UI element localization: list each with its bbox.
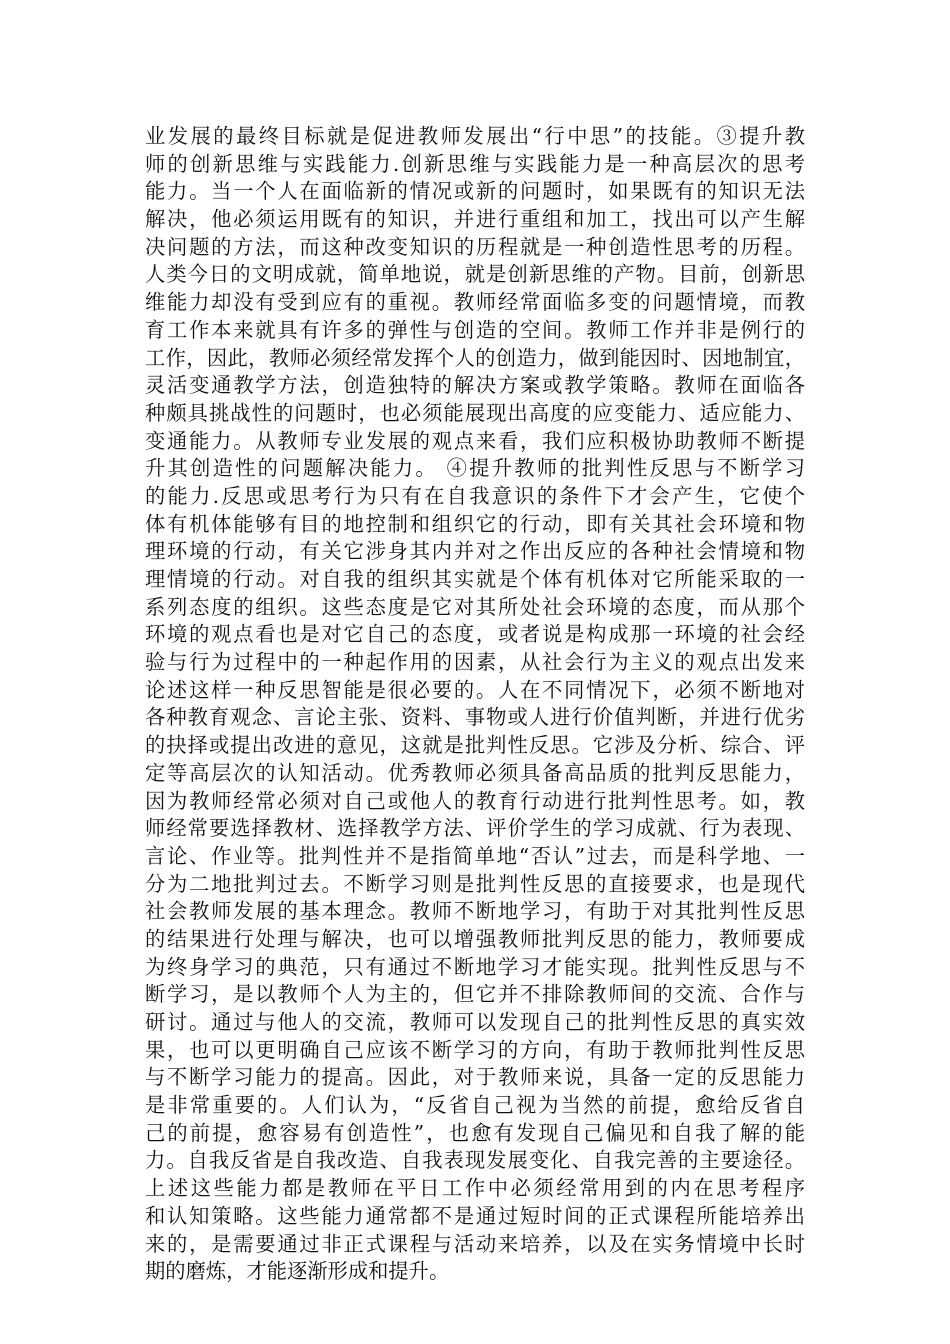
text-line: 理情境的行动。对自我的组织其实就是个体有机体对它所能采取的一 bbox=[145, 567, 805, 591]
text-line: 来的，是需要通过非正式课程与活动来培养，以及在实务情境中长时 bbox=[145, 1231, 805, 1256]
text-line: 的结果进行处理与解决，也可以增强教师批判反思的能力，教师要成 bbox=[145, 926, 805, 951]
text-line: 己的前提，愈容易有创造性”，也愈有发现自己偏见和自我了解的能 bbox=[145, 1120, 805, 1145]
text-line: 工作，因此，教师必须经常发挥个人的创造力，做到能因时、因地制宜， bbox=[145, 345, 805, 370]
text-line: 论述这样一种反思智能是很必要的。人在不同情况下，必须不断地对 bbox=[145, 677, 805, 702]
text-line: 能力。当一个人在面临新的情况或新的问题时，如果既有的知识无法 bbox=[145, 179, 805, 204]
text-line: 为终身学习的典范，只有通过不断地学习才能实现。批判性反思与不 bbox=[145, 954, 805, 979]
text-line: 是非常重要的。人们认为，“反省自己视为当然的前提，愈给反省自 bbox=[145, 1093, 805, 1118]
text-line: 种颇具挑战性的问题时，也必须能展现出高度的应变能力、适应能力、 bbox=[145, 400, 805, 425]
text-line: 升其创造性的问题解决能力。 ④提升教师的批判性反思与不断学习 bbox=[145, 456, 805, 481]
text-line: 业发展的最终目标就是促进教师发展出“行中思”的技能。③提升教 bbox=[145, 124, 805, 148]
text-line: 研讨。通过与他人的交流，教师可以发现自己的批判性反思的真实效 bbox=[145, 1010, 805, 1034]
text-line: 人类今日的文明成就，简单地说，就是创新思维的产物。目前，创新思 bbox=[145, 262, 805, 287]
text-line: 灵活变通教学方法，创造独特的解决方案或教学策略。教师在面临各 bbox=[145, 373, 805, 398]
text-line: 力。自我反省是自我改造、自我表现发展变化、自我完善的主要途径。 bbox=[145, 1148, 805, 1173]
text-line: 解决，他必须运用既有的知识，并进行重组和加工，找出可以产生解 bbox=[145, 207, 805, 232]
text-line: 上述这些能力都是教师在平日工作中必须经常用到的内在思考程序 bbox=[145, 1176, 805, 1201]
text-line: 师经常要选择教材、选择教学方法、评价学生的学习成就、行为表现、 bbox=[145, 816, 805, 841]
text-line: 验与行为过程中的一种起作用的因素，从社会行为主义的观点出发来 bbox=[145, 650, 805, 675]
text-line: 理环境的行动，有关它涉身其内并对之作出反应的各种社会情境和物 bbox=[145, 539, 805, 564]
text-line: 因为教师经常必须对自己或他人的教育行动进行批判性思考。如，教 bbox=[145, 788, 805, 813]
text-line: 社会教师发展的基本理念。教师不断地学习，有助于对其批判性反思 bbox=[145, 899, 805, 924]
text-line: 断学习，是以教师个人为主的，但它并不排除教师间的交流、合作与 bbox=[145, 982, 805, 1007]
text-line: 的能力.反思或思考行为只有在自我意识的条件下才会产生，它使个 bbox=[145, 483, 805, 508]
text-line: 与不断学习能力的提高。因此，对于教师来说，具备一定的反思能力 bbox=[145, 1065, 805, 1090]
text-line: 师的创新思维与实践能力.创新思维与实践能力是一种高层次的思考 bbox=[145, 151, 805, 176]
text-line: 各种教育观念、言论主张、资料、事物或人进行价值判断，并进行优劣 bbox=[145, 705, 805, 730]
text-line: 期的磨炼，才能逐渐形成和提升。 bbox=[145, 1259, 450, 1284]
text-line: 体有机体能够有目的地控制和组织它的行动，即有关其社会环境和物 bbox=[145, 511, 805, 536]
text-line: 分为二地批判过去。不断学习则是批判性反思的直接要求，也是现代 bbox=[145, 871, 805, 896]
text-line: 的抉择或提出改进的意见，这就是批判性反思。它涉及分析、综合、评 bbox=[145, 733, 805, 758]
text-line: 果，也可以更明确自己应该不断学习的方向，有助于教师批判性反思 bbox=[145, 1037, 805, 1062]
text-line: 育工作本来就具有许多的弹性与创造的空间。教师工作并非是例行的 bbox=[145, 317, 805, 342]
text-line: 言论、作业等。批判性并不是指简单地“否认”过去，而是科学地、一 bbox=[145, 843, 805, 868]
body-text bbox=[145, 123, 805, 1286]
text-line: 和认知策略。这些能力通常都不是通过短时间的正式课程所能培养出 bbox=[145, 1203, 805, 1228]
text-line: 决问题的方法，而这种改变知识的历程就是一种创造性思考的历程。 bbox=[145, 234, 805, 259]
text-line: 环境的观点看也是对它自己的态度，或者说是构成那一环境的社会经 bbox=[145, 622, 805, 647]
text-line: 维能力却没有受到应有的重视。教师经常面临多变的问题情境，而教 bbox=[145, 290, 805, 315]
text-line: 定等高层次的认知活动。优秀教师必须具备高品质的批判反思能力， bbox=[145, 760, 805, 785]
text-line: 变通能力。从教师专业发展的观点来看，我们应积极协助教师不断提 bbox=[145, 428, 805, 453]
text-line: 系列态度的组织。这些态度是它对其所处社会环境的态度，而从那个 bbox=[145, 594, 805, 619]
